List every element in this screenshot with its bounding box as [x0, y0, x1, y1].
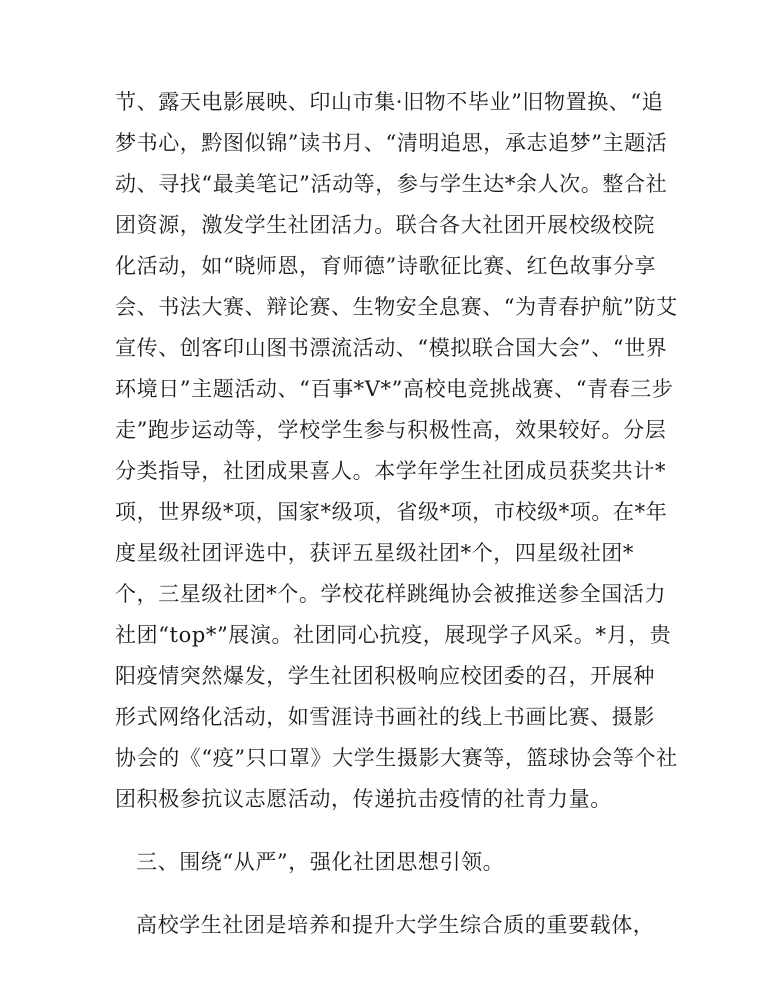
paragraph-line: 团积极参抗议志愿活动，传递抗击疫情的社青力量。: [115, 787, 612, 811]
paragraph-line: 分类指导，社团成果喜人。本学年学生社团成员获奖共计*: [115, 459, 667, 483]
paragraph-line: 阳疫情突然爆发，学生社团积极响应校团委的召，开展种: [115, 664, 655, 688]
paragraph-line: 走”跑步运动等，学校学生参与积极性高，效果较好。分层: [115, 418, 667, 442]
section-heading: 三、围绕“从严”，强化社团思想引领。: [136, 850, 505, 874]
paragraph-line: 环境日”主题活动、“百事*V*”高校电竞挑战赛、“青春三步: [115, 377, 674, 401]
paragraph-line: 高校学生社团是培养和提升大学生综合质的重要载体，: [136, 913, 655, 937]
paragraph-line: 项，世界级*项，国家*级项，省级*项，市校级*项。在*年: [115, 500, 668, 524]
paragraph-line: 梦书心，黔图似锦”读书月、“清明追思，承志追梦”主题活: [115, 131, 668, 155]
paragraph-line: 社团“top*”展演。社团同心抗疫，展现学子风采。*月，贵: [115, 623, 672, 647]
paragraph-line: 化活动，如“晓师恩，育师德”诗歌征比赛、红色故事分享: [115, 254, 657, 278]
paragraph-line: 宣传、创客印山图书漂流活动、“模拟联合国大会”、“世界: [115, 336, 668, 360]
paragraph-line: 团资源，激发学生社团活力。联合各大社团开展校级校院: [115, 213, 655, 237]
paragraph-line: 协会的《“疫”只口罩》大学生摄影大赛等，篮球协会等个社: [115, 746, 678, 770]
paragraph-line: 度星级社团评选中，获评五星级社团*个，四星级社团*: [115, 541, 634, 565]
paragraph-line: 个，三星级社团*个。学校花样跳绳协会被推送参全国活力: [115, 582, 667, 606]
paragraph-line: 节、露天电影展映、印山市集·旧物不毕业”旧物置换、“追: [115, 90, 664, 114]
paragraph-line: 会、书法大赛、辩论赛、生物安全息赛、“为青春护航”防艾: [115, 295, 678, 319]
paragraph-line: 动、寻找“最美笔记”活动等，参与学生达*余人次。整合社: [115, 172, 668, 196]
paragraph-line: 形式网络化活动，如雪涯诗书画社的线上书画比赛、摄影: [115, 705, 655, 729]
